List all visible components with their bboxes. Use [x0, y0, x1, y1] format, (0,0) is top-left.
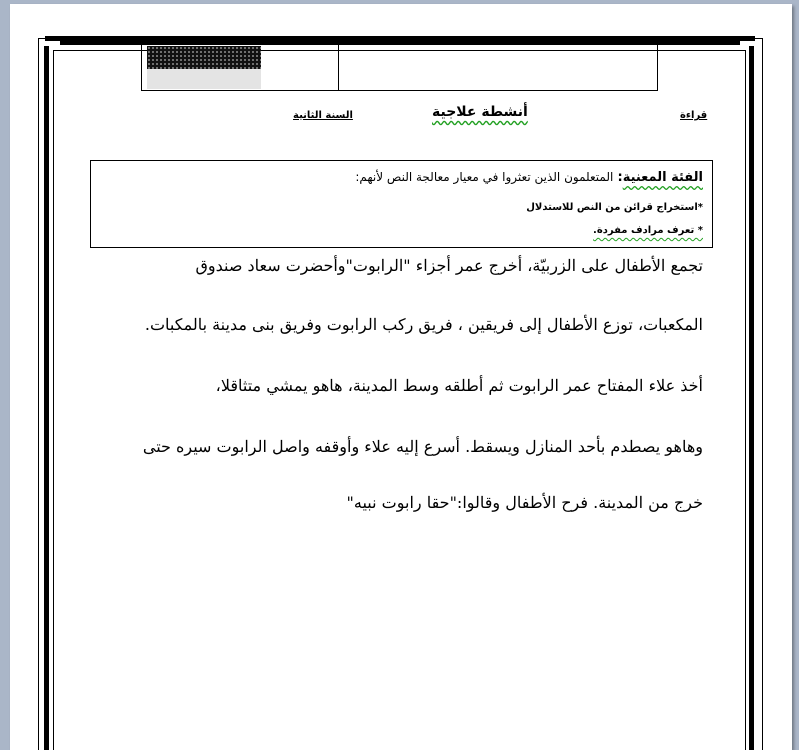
subject-label: قراءة	[680, 110, 708, 121]
passage-line-5: خرج من المدينة. فرح الأطفال وقالوا:"حقا رابوت نبيه"	[346, 493, 703, 512]
passage-line-3: أخذ علاء المفتاح عمر الرابوت ثم أطلقه وسط المدينة، هاهو يمشي متثاقلا،	[215, 376, 703, 395]
header-gray-fill	[147, 69, 261, 89]
passage-line-4: وهاهو يصطدم بأحد المنازل ويسقط. أسرع إليه علاء وأوقفه واصل الرابوت سيره حتى	[142, 437, 703, 456]
heading-colon: :	[617, 170, 623, 185]
target-group-heading-text: المتعلمون الذين تعثروا في معيار معالجة النص لأنهم:	[355, 170, 614, 184]
border-inner-right	[745, 50, 746, 750]
border-thick-right	[749, 46, 754, 750]
target-group-heading	[355, 170, 703, 185]
passage-line-1: تجمع الأطفال على الزربيّة، أخرج عمر أجزاء "الرابوت"وأحضرت سعاد صندوق	[195, 256, 703, 275]
passage-line-2: المكعبات، توزع الأطفال إلى فريقين ، فريق ركب الرابوت وفريق بنى مدينة بالمكبات.	[144, 315, 703, 334]
header-box-right	[338, 44, 658, 91]
target-item-1: *استخراج قرائن من النص للاستدلال	[526, 202, 703, 213]
page-title: أنشطة علاجية	[432, 104, 528, 120]
header-pattern-fill	[147, 46, 261, 69]
target-item-2: * تعرف مرادف مفردة.	[593, 225, 703, 236]
grade-label: السنة الثانية	[293, 110, 353, 121]
target-group-heading-label: الفئة المعنية	[622, 170, 703, 185]
border-thick-left	[44, 46, 49, 750]
border-outer-right	[762, 38, 763, 750]
border-inner-left	[53, 50, 54, 750]
border-outer-left	[38, 38, 39, 750]
